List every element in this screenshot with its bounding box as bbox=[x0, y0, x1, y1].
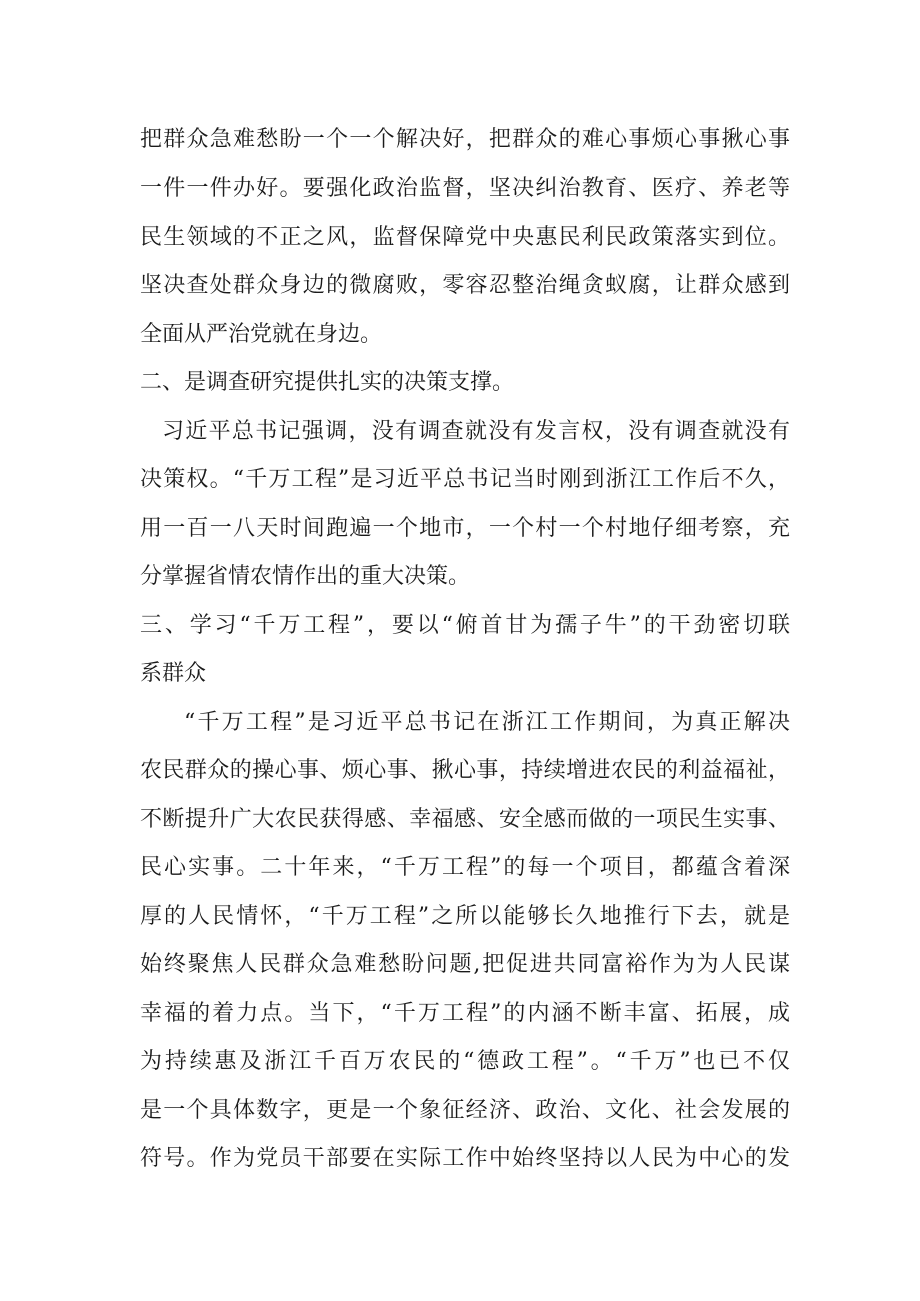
text-line: 农民群众的操心事、烦心事、揪心事，持续增进农民的利益福祉， bbox=[140, 758, 790, 783]
text-line: 是一个具体数字，更是一个象征经济、政治、文化、社会发展的 bbox=[140, 1098, 790, 1123]
text-line: 民生领域的不正之风，监督保障党中央惠民利民政策落实到位。 bbox=[140, 225, 790, 250]
text-line: 民心实事。二十年来，“千万工程”的每一个项目，都蕴含着深 bbox=[140, 855, 790, 880]
text-line: “千万工程”是习近平总书记在浙江工作期间，为真正解决 bbox=[184, 710, 790, 735]
text-line: 一件一件办好。要强化政治监督，坚决纠治教育、医疗、养老等 bbox=[140, 176, 790, 201]
text-line: 习近平总书记强调，没有调查就没有发言权，没有调查就没有 bbox=[162, 419, 790, 444]
section-heading: 三、学习“千万工程”，要以“俯首甘为孺子牛”的干劲密切联 bbox=[140, 613, 790, 638]
text-line: 把群众急难愁盼一个一个解决好，把群众的难心事烦心事揪心事 bbox=[140, 127, 790, 152]
section-heading: 二、是调查研究提供扎实的决策支撑。 bbox=[140, 370, 515, 395]
text-line: 符号。作为党员干部要在实际工作中始终坚持以人民为中心的发 bbox=[140, 1146, 790, 1171]
text-line: 始终聚焦人民群众急难愁盼问题,把促进共同富裕作为为人民谋 bbox=[140, 952, 790, 977]
text-line: 全面从严治党就在身边。 bbox=[140, 322, 383, 347]
text-line: 幸福的着力点。当下，“千万工程”的内涵不断丰富、拓展，成 bbox=[140, 1001, 790, 1026]
text-line: 为持续惠及浙江千百万农民的“德政工程”。“千万”也已不仅 bbox=[140, 1049, 790, 1074]
text-line: 用一百一八天时间跑遍一个地市，一个村一个村地仔细考察，充 bbox=[140, 516, 790, 541]
text-line: 厚的人民情怀，“千万工程”之所以能够长久地推行下去，就是 bbox=[140, 904, 790, 929]
text-line: 坚决查处群众身边的微腐败，零容忍整治绳贪蚁腐，让群众感到 bbox=[140, 273, 790, 298]
section-heading-continued: 系群众 bbox=[140, 661, 207, 686]
text-line: 不断提升广大农民获得感、幸福感、安全感而做的一项民生实事、 bbox=[140, 807, 790, 832]
text-line: 分掌握省情农情作出的重大决策。 bbox=[140, 564, 471, 589]
text-line: 决策权。“千万工程”是习近平总书记当时刚到浙江工作后不久， bbox=[140, 467, 790, 492]
